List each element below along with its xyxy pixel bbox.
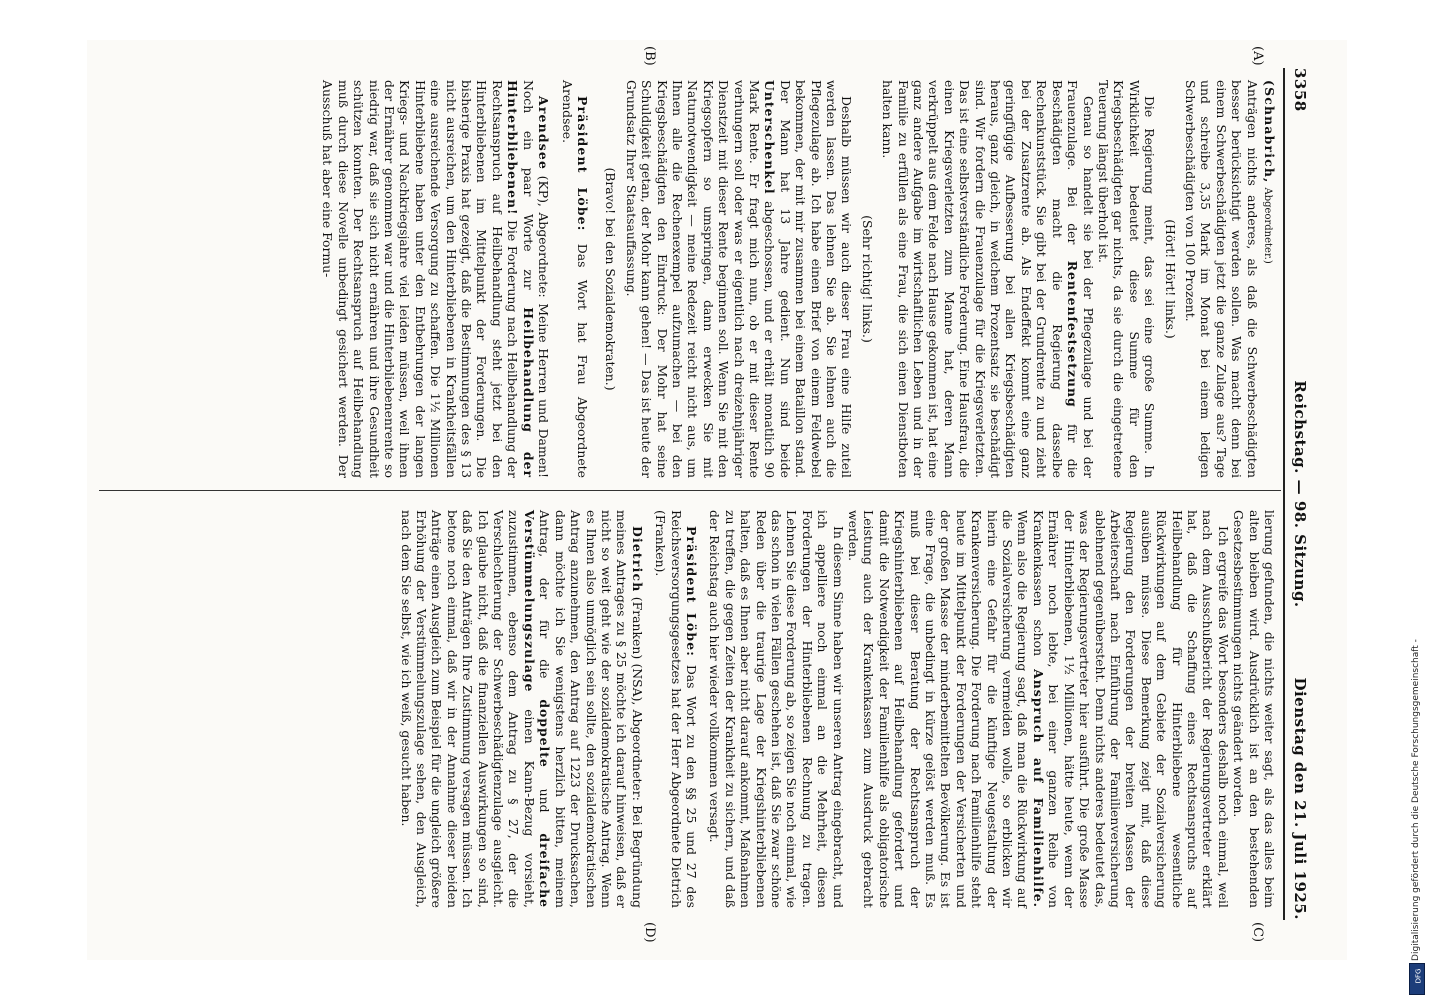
text-run: für die Beschädigten macht die Regierung dasselbe Rechenkunststück. Sie gibt bei der Grundrente zu und zieht bei der Zusatzrente ab. Als Endeffekt kommt eine ganz geringfügige Aufbesserung bei allen Kriegsbeschädigten heraus, ganz gleich, in welchem Prozentsatz sie beschädigt sind. Wir fordern die Frauenzulage für die Kriegsverletzten. Das ist eine selbstverständliche Forderung. Eine Hausfrau, die einen Kriegsverletzten zum Manne hat, deren Mann verkrüppelt aus dem Felde nach Hause gekommen ist, hat eine ganz andere Aufgabe im wirtschaftlichen Leben und in der Familie zu erfüllen als eine Frau, die sich einen Dienstboten halten kann. — [880, 80, 1081, 478]
left-column — [320, 80, 1277, 478]
emphasis: Rentenfestsetzung — [1065, 260, 1081, 408]
margin-marker-b: (B) — [642, 46, 657, 66]
paragraph: Anträgen nichts anderes, als daß die Schwerbeschädigten besser berücksichtigt werden sollen. Was macht denn bei einem Schwerbeschädigten jetzt die ganze Zulage aus? Tage und schreibe 3,35 Mark im Monat bei einem ledigen Schwerbeschädigten von 100 Prozent. — [1182, 80, 1260, 478]
page-title: Reichstag. — 98. Sitzung. — [1291, 380, 1309, 608]
dfg-logo — [1409, 963, 1425, 995]
margin-marker-c: (C) — [1250, 922, 1265, 943]
paragraph — [559, 80, 590, 478]
text-run: (KP), Abgeordnete: Meine Herren und Damen! Noch ein paar Worte zur — [520, 80, 552, 478]
president-name: Präsident Löbe: — [683, 526, 699, 658]
text-run: abgeschossen, und er erhält monatlich 90 Mark Rente. Er fragt mich nun, ob er mit dieser Rente verhungern soll oder was er eigentlich nach dreizehnjähriger Dienstzeit mit dieser Rente beginnen soll. Wenn Sie mit den Kriegsopfern so umspringen, dann erwecken Sie mit Naturnotwendigkeit — meine Redezeit reicht nicht aus, um Ihnen alle die Rechenexempel aufzumachen — bei den Kriegsbeschädigten den Eindruck: Der Mohr hat seine Schuldigkeit getan, der Mohr kann gehen! — Das ist heute der Grundsatz Ihrer Staatsauffassung. — [623, 80, 778, 478]
paragraph: lierung gefunden, die nichts weiter sagt, als das alles beim alten bleiben wird. Ausdrücklich ist an den bestehenden Gesetzesbestimmungen nichts geändert worden. — [1231, 510, 1277, 908]
paragraph — [1260, 80, 1277, 478]
paragraph — [653, 510, 699, 908]
president-name: Präsident Löbe: — [574, 96, 590, 232]
paragraph — [623, 80, 854, 478]
emphasis: Heilbehandlung der Hinterbliebenen! — [505, 80, 536, 478]
text-run: Das Wort zu den §§ 25 und 27 des Reichsversorgungsgesetzes hat der Herr Abgeordnete Dietrich (Franken). — [653, 510, 699, 908]
speaker-name: Dietrich — [629, 526, 645, 593]
text-run: (Franken) (NSA), Abgeordneter: Bei Begründung meines Antrages zu § 25 möchte ich darauf hinweisen, daß er nicht so weit geht wie der sozialdemokratische Antrag. Wenn es Ihnen also unmöglich sein sollte, den sozialdemokratischen Antrag anzunehmen, den Antrag auf 1223 der Drucksachen, dann möchte ich Sie wenigstens herzlich bitten, meinem Antrag, der für die — [537, 510, 645, 908]
paragraph — [846, 510, 1231, 908]
text-run: Ich ergreife das Wort besonders deshalb noch einmal, weil nach dem Ausschußbericht der Regierungsvertreter erklärt hat, daß die Schaffung eines Rechtsanspruchs auf Heilbehandlung für Hinterbliebene wesentliche Rückwirkungen auf dem Gebiete der Sozialversicherung ausüben müsse. Diese Bemerkung zeigt mit, daß diese Regierung den Forderungen der breiten Massen der Arbeiterschaft nach Einführung der Familienversicherung ablehnend gegenübersteht. Denn nichts anderes bedeutet das, was der Regierungsvertreter hier ausführt. Die große Masse der Hinterbliebenen, 1½ Millionen, hätte heute, wenn der Ernährer noch lebte, bei einer ganzen Reihe von Krankenkassen schon — [1030, 510, 1231, 908]
emphasis: doppelte — [537, 699, 553, 768]
margin-marker-d: (D) — [642, 922, 657, 943]
paragraph — [398, 510, 645, 908]
logo-text: DFG — [1414, 968, 1423, 984]
column-divider — [99, 490, 1281, 491]
interjection: (Hört! Hört! links.) — [1162, 219, 1178, 339]
digitization-credit — [1408, 600, 1424, 990]
text-run: Wenn also die Regierung sagt, daß man die Rückwirkung auf die Sozialversicherung vermeiden wolle, so erblicken wir hierin eine Gefahr für die künftige Neugestaltung der Krankenversicherung. Die Forderung nach Familienhilfe steht heute im Mittelpunkt der Forderungen der Versicherten und der großen Masse der minderbemittelten Bevölkerung. Es ist eine Frage, die unbedingt in kürze gelöst werden muß. Es muß bei dieser Beratung der Rechtsanspruch der Kriegshinterbliebenen auf Heilbehandlung gefordert und damit die Notwendigkeit der Familienhilfe als obligatorische Leistung auch der Krankenkassen zum Ausdruck gebracht werden. — [846, 510, 1031, 908]
text-run: Deshalb müssen wir auch dieser Frau eine Hilfe zuteil werden lassen. Das lehnen Sie ab. Sie lehnen auch die Pflegezulage ab. Ich habe einen Brief von einem Feldwebel bekommen, der mit mir zusammen bei einem Bataillon stand. Der Mann hat 13 Jahre gedient. Nun sind beide — [777, 80, 855, 478]
speaker-name: Arendsee — [536, 96, 552, 171]
paragraph: Die Regierung meint, das sei eine große Summe. In Wirklichkeit bedeutet diese Summe für den Kriegsbeschädigten gar nichts, da sie durch die eingetretene Teuerung längst überholt ist. — [1095, 80, 1158, 478]
credit-text: Digitalisierung gefördert durch die Deutsche Forschungsgemeinschaft - — [1411, 639, 1421, 961]
text-run: Genau so handelt sie bei der Pflegezulage und bei der Frauenzulage. Bei der — [1065, 80, 1096, 478]
speaker-role: Abgeordneter.) — [1262, 187, 1273, 264]
paragraph — [880, 80, 1096, 478]
text-run: Das Wort hat Frau Abgeordnete Arendsee. — [559, 80, 590, 478]
interjection: (Sehr richtig! links.) — [859, 215, 875, 343]
document-page — [87, 40, 1347, 960]
page-number: 3358 — [1291, 68, 1309, 112]
interjection: (Bravo! bei den Sozialdemokraten.) — [603, 167, 619, 391]
text-run: Die Forderung nach Heilbehandlung der Rechtsanspruch auf Heilbehandlung steht jetzt bei den Hinterbliebenen im Mittelpunkt der Forderungen. Die bisherige Praxis hat gezeigt, daß die Bestimmungen des § 13 nicht ausreichen, um den Hinterbliebenen in Krankheitsfällen eine ausreichende Versorgung zu schaffen. Die 1½ Millionen Hinterbliebene haben unter den Entbehrungen der langen Kriegs- und Nachkriegsjahre viel leiden müssen, weil ihnen der Ernährer genommen war und die Hinterbliebenenrente so niedrig war, daß sie sich nicht ernähren und ihre Gesundheit schützen konnten. Der Rechtsanspruch auf Heilbehandlung muß durch diese Novelle unbedingt gesichert werden. Der Ausschuß hat aber eine Formu- — [320, 80, 521, 478]
emphasis: Unterschenkel — [762, 80, 778, 195]
margin-marker-a: (A) — [1250, 46, 1265, 66]
paragraph — [320, 80, 551, 478]
header-rule — [1283, 68, 1285, 920]
emphasis: Anspruch auf Familienhilfe. — [1030, 669, 1046, 908]
text-run: und — [537, 788, 553, 813]
emphasis: dreifache Verstümmelungszulage — [521, 510, 553, 908]
paragraph: In diesem Sinne haben wir unseren Antrag eingebracht, und ich appelliere noch einmal an die Mehrheit, diesen Forderungen der Hinterbliebenen Rechnung zu tragen. Lehnen Sie diese Forderung ab, so zeigen Sie noch einmal, wie das schon in vielen Fällen geschehen ist, daß Sie zwar schöne Reden über die traurige Lage der Kriegshinterbliebenen halten, daß es Ihnen aber nicht darauf ankommt, Maßnahmen zu treffen, die gegen Zeiten der Krankheit zu sichern, und daß der Reichstag auch hier wieder vollkommen versagt. — [707, 510, 846, 908]
text-run: einen Kann-Bezug vorsieht, zuzustimmen, ebenso dem Antrag zu § 27, der die Verschlechterung der Schwerbeschädigtenzulage ausgleicht. Ich glaube nicht, daß die finanziellen Auswirkungen so sind, daß Sie den Anträgen Ihre Zustimmung versagen müssen. Ich betone noch einmal, daß wir in der Annahme dieser beiden Anträge einen Ausgleich zum Beispiel für die ungleich größere Erhöhung der Verstümmelungszulage sehen, den Ausgleich, nach dem Sie selbst, wie ich weiß, gesucht haben. — [398, 510, 537, 908]
session-date: Dienstag den 21. Juli 1925. — [1291, 677, 1309, 920]
right-column — [398, 510, 1277, 908]
speaker-name: (Schnabrich, — [1262, 80, 1277, 184]
page-header — [1287, 68, 1309, 920]
